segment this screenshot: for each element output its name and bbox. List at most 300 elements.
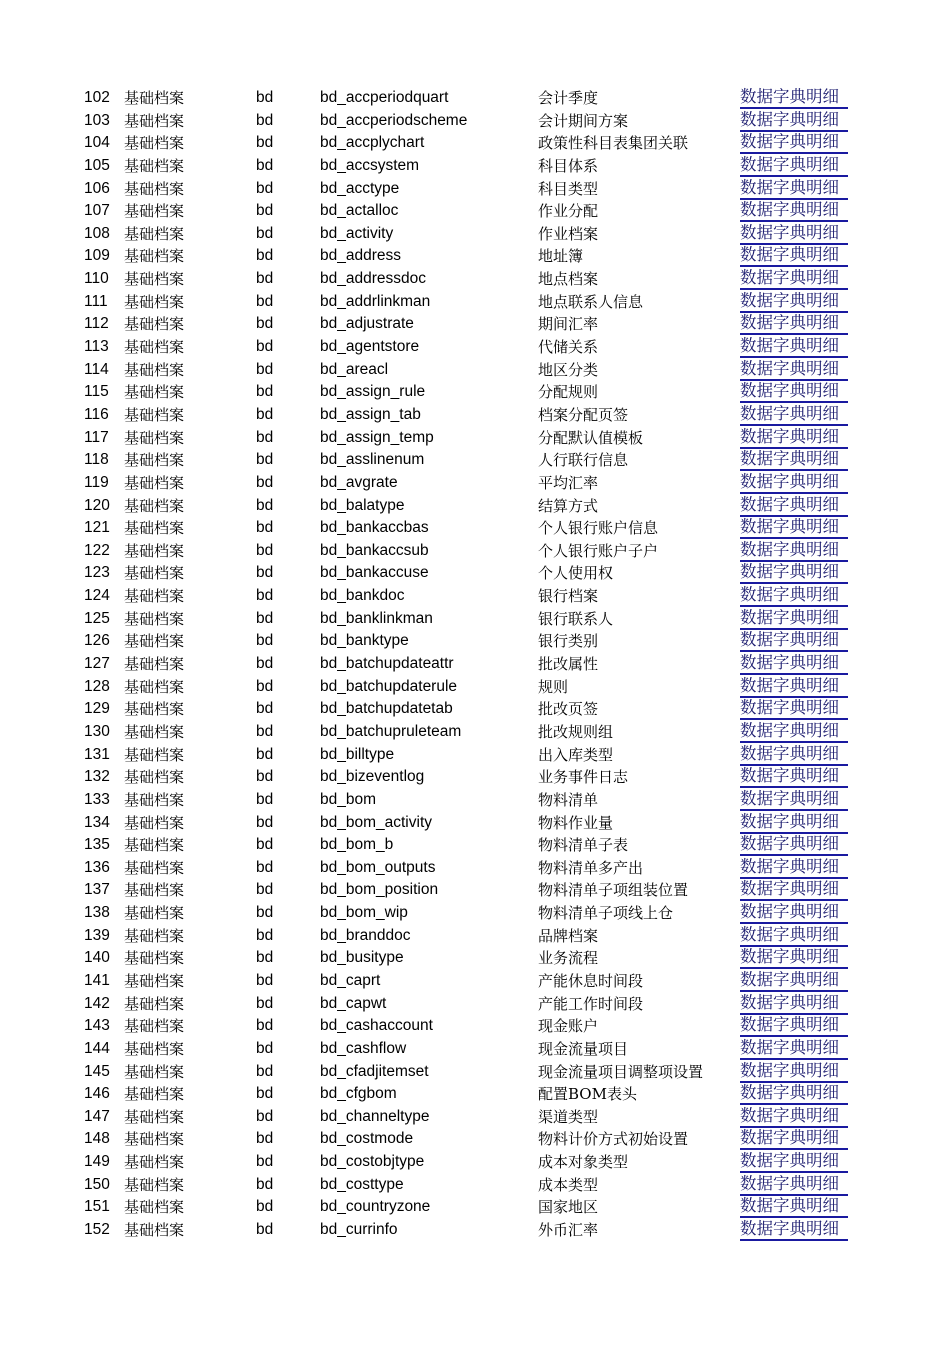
table-row bbox=[0, 1106, 950, 1129]
description-cell: 出入库类型 bbox=[538, 745, 614, 764]
category-cell: 基础档案 bbox=[124, 971, 185, 990]
description-cell: 科目类型 bbox=[538, 179, 599, 198]
table-name-cell: bd_branddoc bbox=[320, 926, 411, 944]
dictionary-detail-link[interactable]: 数据字典明细 bbox=[740, 993, 848, 1015]
table-row bbox=[0, 562, 950, 585]
dictionary-detail-link[interactable]: 数据字典明细 bbox=[740, 1106, 848, 1128]
row-number: 126 bbox=[84, 632, 110, 650]
category-cell: 基础档案 bbox=[124, 360, 185, 379]
table-name-cell: bd_bom_position bbox=[320, 881, 439, 899]
category-cell: 基础档案 bbox=[124, 1062, 185, 1081]
module-cell: bd bbox=[256, 994, 274, 1012]
table-row bbox=[0, 1015, 950, 1038]
dictionary-detail-link[interactable]: 数据字典明细 bbox=[740, 472, 848, 494]
row-number: 152 bbox=[84, 1221, 110, 1239]
module-cell: bd bbox=[256, 949, 274, 967]
dictionary-detail-link[interactable]: 数据字典明细 bbox=[740, 268, 848, 290]
description-cell: 个人银行账户信息 bbox=[538, 519, 659, 538]
category-cell: 基础档案 bbox=[124, 451, 185, 470]
category-cell: 基础档案 bbox=[124, 338, 185, 357]
category-cell: 基础档案 bbox=[124, 1039, 185, 1058]
table-row bbox=[0, 608, 950, 631]
row-number: 103 bbox=[84, 111, 110, 129]
module-cell: bd bbox=[256, 338, 274, 356]
row-number: 123 bbox=[84, 564, 110, 582]
dictionary-detail-link[interactable]: 数据字典明细 bbox=[740, 1061, 848, 1083]
row-number: 118 bbox=[84, 451, 109, 469]
table-name-cell: bd_bom_activity bbox=[320, 813, 433, 831]
description-cell: 地址簿 bbox=[538, 247, 584, 266]
table-name-cell: bd_bankaccbas bbox=[320, 519, 429, 537]
module-cell: bd bbox=[256, 881, 274, 899]
table-name-cell: bd_batchupdateattr bbox=[320, 655, 454, 673]
table-row bbox=[0, 857, 950, 880]
module-cell: bd bbox=[256, 904, 274, 922]
table-row bbox=[0, 178, 950, 201]
table-name-cell: bd_agentstore bbox=[320, 338, 420, 356]
category-cell: 基础档案 bbox=[124, 722, 185, 741]
row-number: 144 bbox=[84, 1039, 110, 1057]
description-cell: 品牌档案 bbox=[538, 926, 599, 945]
row-number: 133 bbox=[84, 790, 110, 808]
module-cell: bd bbox=[256, 428, 274, 446]
row-number: 115 bbox=[84, 383, 109, 401]
row-number: 148 bbox=[84, 1130, 110, 1148]
module-cell: bd bbox=[256, 677, 274, 695]
table-row bbox=[0, 245, 950, 268]
category-cell: 基础档案 bbox=[124, 1198, 185, 1217]
category-cell: 基础档案 bbox=[124, 813, 185, 832]
category-cell: 基础档案 bbox=[124, 1107, 185, 1126]
table-row bbox=[0, 404, 950, 427]
category-cell: 基础档案 bbox=[124, 790, 185, 809]
row-number: 125 bbox=[84, 609, 110, 627]
dictionary-detail-link[interactable]: 数据字典明细 bbox=[740, 291, 848, 313]
row-number: 137 bbox=[84, 881, 110, 899]
dictionary-detail-link[interactable]: 数据字典明细 bbox=[740, 947, 848, 969]
description-cell: 产能休息时间段 bbox=[538, 971, 644, 990]
module-cell: bd bbox=[256, 1130, 274, 1148]
dictionary-detail-link[interactable]: 数据字典明细 bbox=[740, 744, 848, 766]
description-cell: 国家地区 bbox=[538, 1198, 599, 1217]
table-name-cell: bd_batchupdaterule bbox=[320, 677, 458, 695]
dictionary-detail-link[interactable]: 数据字典明细 bbox=[740, 857, 848, 879]
dictionary-detail-link[interactable]: 数据字典明细 bbox=[740, 630, 848, 652]
table-row bbox=[0, 947, 950, 970]
row-number: 138 bbox=[84, 904, 110, 922]
module-cell: bd bbox=[256, 315, 274, 333]
description-cell: 个人使用权 bbox=[538, 564, 614, 583]
description-cell: 作业档案 bbox=[538, 224, 599, 243]
row-number: 114 bbox=[84, 360, 109, 378]
row-number: 145 bbox=[84, 1062, 110, 1080]
description-cell: 期间汇率 bbox=[538, 315, 599, 334]
dictionary-detail-link[interactable]: 数据字典明细 bbox=[740, 381, 848, 403]
row-number: 129 bbox=[84, 700, 110, 718]
category-cell: 基础档案 bbox=[124, 111, 185, 130]
table-row bbox=[0, 630, 950, 653]
module-cell: bd bbox=[256, 405, 274, 423]
table-name-cell: bd_billtype bbox=[320, 745, 395, 763]
module-cell: bd bbox=[256, 179, 274, 197]
description-cell: 渠道类型 bbox=[538, 1107, 599, 1126]
table-name-cell: bd_currinfo bbox=[320, 1221, 398, 1239]
table-row bbox=[0, 744, 950, 767]
category-cell: 基础档案 bbox=[124, 1221, 185, 1240]
table-row bbox=[0, 1061, 950, 1084]
table-name-cell: bd_cfgbom bbox=[320, 1085, 397, 1103]
table-row bbox=[0, 1196, 950, 1219]
row-number: 102 bbox=[84, 89, 110, 106]
dictionary-detail-link[interactable]: 数据字典明细 bbox=[740, 789, 848, 811]
description-cell: 档案分配页签 bbox=[538, 405, 629, 424]
dictionary-detail-link[interactable]: 数据字典明细 bbox=[740, 562, 848, 584]
row-number: 124 bbox=[84, 587, 110, 605]
dictionary-detail-link[interactable]: 数据字典明细 bbox=[740, 1174, 848, 1196]
description-cell: 银行类别 bbox=[538, 632, 599, 651]
dictionary-detail-link[interactable]: 数据字典明细 bbox=[740, 608, 848, 630]
row-number: 127 bbox=[84, 655, 110, 673]
dictionary-detail-link[interactable]: 数据字典明细 bbox=[740, 87, 848, 109]
module-cell: bd bbox=[256, 202, 274, 220]
table-name-cell: bd_actalloc bbox=[320, 202, 399, 220]
table-row bbox=[0, 925, 950, 948]
module-cell: bd bbox=[256, 134, 274, 152]
category-cell: 基础档案 bbox=[124, 1175, 185, 1194]
dictionary-detail-link[interactable]: 数据字典明细 bbox=[740, 834, 848, 856]
category-cell: 基础档案 bbox=[124, 179, 185, 198]
table-row bbox=[0, 766, 950, 789]
row-number: 134 bbox=[84, 813, 110, 831]
module-cell: bd bbox=[256, 1107, 274, 1125]
row-number: 128 bbox=[84, 677, 110, 695]
dictionary-detail-link[interactable]: 数据字典明细 bbox=[740, 132, 848, 154]
table-row bbox=[0, 268, 950, 291]
table-name-cell: bd_caprt bbox=[320, 971, 381, 989]
row-number: 109 bbox=[84, 247, 110, 265]
table-name-cell: bd_costmode bbox=[320, 1130, 414, 1148]
category-cell: 基础档案 bbox=[124, 1153, 185, 1172]
description-cell: 产能工作时间段 bbox=[538, 994, 644, 1013]
category-cell: 基础档案 bbox=[124, 315, 185, 334]
dictionary-detail-link[interactable]: 数据字典明细 bbox=[740, 766, 848, 788]
description-cell: 人行联行信息 bbox=[538, 451, 629, 470]
module-cell: bd bbox=[256, 813, 274, 831]
row-number: 142 bbox=[84, 994, 110, 1012]
description-cell: 科目体系 bbox=[538, 156, 599, 175]
dictionary-detail-link[interactable]: 数据字典明细 bbox=[740, 902, 848, 924]
dictionary-detail-link[interactable]: 数据字典明细 bbox=[740, 653, 848, 675]
description-cell: 政策性科目表集团关联 bbox=[538, 134, 689, 153]
table-name-cell: bd_capwt bbox=[320, 994, 387, 1012]
category-cell: 基础档案 bbox=[124, 1130, 185, 1149]
module-cell: bd bbox=[256, 383, 274, 401]
table-row bbox=[0, 676, 950, 699]
row-number: 136 bbox=[84, 858, 110, 876]
table-name-cell: bd_costtype bbox=[320, 1175, 404, 1193]
table-row bbox=[0, 970, 950, 993]
dictionary-detail-link[interactable]: 数据字典明细 bbox=[740, 1151, 848, 1173]
table-row bbox=[0, 381, 950, 404]
description-cell: 批改规则组 bbox=[538, 722, 614, 741]
description-cell: 个人银行账户子户 bbox=[538, 541, 659, 560]
module-cell: bd bbox=[256, 156, 274, 174]
table-row bbox=[0, 223, 950, 246]
row-number: 111 bbox=[84, 292, 108, 310]
category-cell: 基础档案 bbox=[124, 224, 185, 243]
row-number: 131 bbox=[84, 745, 110, 763]
module-cell: bd bbox=[256, 587, 274, 605]
table-row bbox=[0, 993, 950, 1016]
category-cell: 基础档案 bbox=[124, 519, 185, 538]
description-cell: 物料计价方式初始设置 bbox=[538, 1130, 689, 1149]
description-cell: 作业分配 bbox=[538, 202, 599, 221]
module-cell: bd bbox=[256, 111, 274, 129]
module-cell: bd bbox=[256, 790, 274, 808]
data-dictionary-table bbox=[0, 87, 950, 1242]
table-row bbox=[0, 359, 950, 382]
row-number: 107 bbox=[84, 202, 110, 220]
description-cell: 现金账户 bbox=[538, 1017, 599, 1036]
table-name-cell: bd_bom_outputs bbox=[320, 858, 436, 876]
dictionary-detail-link[interactable]: 数据字典明细 bbox=[740, 676, 848, 698]
description-cell: 物料清单子表 bbox=[538, 836, 629, 855]
row-number: 104 bbox=[84, 134, 110, 152]
category-cell: 基础档案 bbox=[124, 994, 185, 1013]
module-cell: bd bbox=[256, 564, 274, 582]
row-number: 117 bbox=[84, 428, 109, 446]
row-number: 108 bbox=[84, 224, 110, 242]
table-row bbox=[0, 87, 950, 110]
row-number: 132 bbox=[84, 768, 110, 786]
table-name-cell: bd_bizeventlog bbox=[320, 768, 425, 786]
module-cell: bd bbox=[256, 926, 274, 944]
table-name-cell: bd_address bbox=[320, 247, 402, 265]
dictionary-detail-link[interactable]: 数据字典明细 bbox=[740, 313, 848, 335]
row-number: 150 bbox=[84, 1175, 110, 1193]
module-cell: bd bbox=[256, 1062, 274, 1080]
description-cell: 地点档案 bbox=[538, 270, 599, 289]
dictionary-detail-link[interactable]: 数据字典明细 bbox=[740, 1038, 848, 1060]
dictionary-detail-link[interactable]: 数据字典明细 bbox=[740, 1196, 848, 1218]
row-number: 141 bbox=[84, 971, 110, 989]
table-name-cell: bd_bankdoc bbox=[320, 587, 405, 605]
table-name-cell: bd_bom_b bbox=[320, 836, 394, 854]
description-cell: 分配默认值模板 bbox=[538, 428, 644, 447]
table-name-cell: bd_avgrate bbox=[320, 473, 398, 491]
category-cell: 基础档案 bbox=[124, 89, 185, 107]
table-name-cell: bd_assign_temp bbox=[320, 428, 434, 446]
module-cell: bd bbox=[256, 89, 274, 106]
dictionary-detail-link[interactable]: 数据字典明细 bbox=[740, 155, 848, 177]
table-row bbox=[0, 427, 950, 450]
description-cell: 物料清单多产出 bbox=[538, 858, 644, 877]
table-name-cell: bd_cashflow bbox=[320, 1039, 407, 1057]
table-name-cell: bd_addressdoc bbox=[320, 270, 426, 288]
table-name-cell: bd_areacl bbox=[320, 360, 389, 378]
category-cell: 基础档案 bbox=[124, 1085, 185, 1104]
table-name-cell: bd_channeltype bbox=[320, 1107, 430, 1125]
dictionary-detail-link[interactable]: 数据字典明细 bbox=[740, 200, 848, 222]
dictionary-detail-link[interactable]: 数据字典明细 bbox=[740, 449, 848, 471]
description-cell: 现金流量项目 bbox=[538, 1039, 629, 1058]
module-cell: bd bbox=[256, 1221, 274, 1239]
category-cell: 基础档案 bbox=[124, 134, 185, 153]
table-row bbox=[0, 879, 950, 902]
category-cell: 基础档案 bbox=[124, 541, 185, 560]
module-cell: bd bbox=[256, 1198, 274, 1216]
table-name-cell: bd_batchupruleteam bbox=[320, 722, 462, 740]
module-cell: bd bbox=[256, 1085, 274, 1103]
dictionary-detail-link[interactable]: 数据字典明细 bbox=[740, 517, 848, 539]
dictionary-detail-link[interactable]: 数据字典明细 bbox=[740, 359, 848, 381]
row-number: 119 bbox=[84, 473, 109, 491]
dictionary-detail-link[interactable]: 数据字典明细 bbox=[740, 970, 848, 992]
category-cell: 基础档案 bbox=[124, 156, 185, 175]
table-row bbox=[0, 1128, 950, 1151]
module-cell: bd bbox=[256, 700, 274, 718]
description-cell: 业务流程 bbox=[538, 949, 599, 968]
row-number: 106 bbox=[84, 179, 110, 197]
description-cell: 规则 bbox=[538, 677, 569, 696]
module-cell: bd bbox=[256, 722, 274, 740]
category-cell: 基础档案 bbox=[124, 270, 185, 289]
table-name-cell: bd_countryzone bbox=[320, 1198, 431, 1216]
table-row bbox=[0, 1083, 950, 1106]
dictionary-detail-link[interactable]: 数据字典明细 bbox=[740, 336, 848, 358]
row-number: 151 bbox=[84, 1198, 110, 1216]
category-cell: 基础档案 bbox=[124, 587, 185, 606]
description-cell: 地点联系人信息 bbox=[538, 292, 644, 311]
category-cell: 基础档案 bbox=[124, 473, 185, 492]
table-row bbox=[0, 449, 950, 472]
category-cell: 基础档案 bbox=[124, 428, 185, 447]
dictionary-detail-link[interactable]: 数据字典明细 bbox=[740, 721, 848, 743]
module-cell: bd bbox=[256, 541, 274, 559]
dictionary-detail-link[interactable]: 数据字典明细 bbox=[740, 495, 848, 517]
dictionary-detail-link[interactable]: 数据字典明细 bbox=[740, 1015, 848, 1037]
table-name-cell: bd_banktype bbox=[320, 632, 409, 650]
module-cell: bd bbox=[256, 745, 274, 763]
table-row bbox=[0, 1174, 950, 1197]
table-row bbox=[0, 1038, 950, 1061]
table-name-cell: bd_bom_wip bbox=[320, 904, 408, 922]
dictionary-detail-link[interactable]: 数据字典明细 bbox=[740, 879, 848, 901]
dictionary-detail-link[interactable]: 数据字典明细 bbox=[740, 925, 848, 947]
description-cell: 物料清单 bbox=[538, 790, 599, 809]
category-cell: 基础档案 bbox=[124, 655, 185, 674]
table-row bbox=[0, 313, 950, 336]
description-cell: 物料作业量 bbox=[538, 813, 614, 832]
table-name-cell: bd_bom bbox=[320, 790, 377, 808]
table-row bbox=[0, 698, 950, 721]
module-cell: bd bbox=[256, 224, 274, 242]
description-cell: 物料清单子项组装位置 bbox=[538, 881, 689, 900]
table-row bbox=[0, 155, 950, 178]
dictionary-detail-link[interactable]: 数据字典明细 bbox=[740, 1219, 848, 1241]
module-cell: bd bbox=[256, 1017, 274, 1035]
table-name-cell: bd_accperiodscheme bbox=[320, 111, 468, 129]
row-number: 112 bbox=[84, 315, 109, 333]
table-row bbox=[0, 1151, 950, 1174]
table-row bbox=[0, 472, 950, 495]
table-row bbox=[0, 495, 950, 518]
module-cell: bd bbox=[256, 655, 274, 673]
table-row bbox=[0, 789, 950, 812]
description-cell: 配置BOM表头 bbox=[538, 1085, 637, 1104]
module-cell: bd bbox=[256, 1039, 274, 1057]
dictionary-detail-link[interactable]: 数据字典明细 bbox=[740, 540, 848, 562]
row-number: 149 bbox=[84, 1153, 110, 1171]
dictionary-detail-link[interactable]: 数据字典明细 bbox=[740, 812, 848, 834]
module-cell: bd bbox=[256, 971, 274, 989]
table-name-cell: bd_cfadjitemset bbox=[320, 1062, 429, 1080]
row-number: 139 bbox=[84, 926, 110, 944]
category-cell: 基础档案 bbox=[124, 202, 185, 221]
dictionary-detail-link[interactable]: 数据字典明细 bbox=[740, 223, 848, 245]
row-number: 113 bbox=[84, 338, 109, 356]
category-cell: 基础档案 bbox=[124, 745, 185, 764]
description-cell: 会计期间方案 bbox=[538, 111, 629, 130]
module-cell: bd bbox=[256, 473, 274, 491]
table-name-cell: bd_addrlinkman bbox=[320, 292, 431, 310]
module-cell: bd bbox=[256, 360, 274, 378]
dictionary-detail-link[interactable]: 数据字典明细 bbox=[740, 1083, 848, 1105]
module-cell: bd bbox=[256, 768, 274, 786]
description-cell: 银行档案 bbox=[538, 587, 599, 606]
dictionary-detail-link[interactable]: 数据字典明细 bbox=[740, 245, 848, 267]
dictionary-detail-link[interactable]: 数据字典明细 bbox=[740, 404, 848, 426]
dictionary-detail-link[interactable]: 数据字典明细 bbox=[740, 178, 848, 200]
dictionary-detail-link[interactable]: 数据字典明细 bbox=[740, 698, 848, 720]
row-number: 130 bbox=[84, 722, 110, 740]
description-cell: 批改页签 bbox=[538, 700, 599, 719]
table-name-cell: bd_acctype bbox=[320, 179, 400, 197]
description-cell: 会计季度 bbox=[538, 89, 599, 107]
row-number: 135 bbox=[84, 836, 110, 854]
module-cell: bd bbox=[256, 451, 274, 469]
row-number: 116 bbox=[84, 405, 109, 423]
category-cell: 基础档案 bbox=[124, 496, 185, 515]
dictionary-detail-link[interactable]: 数据字典明细 bbox=[740, 110, 848, 132]
table-name-cell: bd_banklinkman bbox=[320, 609, 433, 627]
module-cell: bd bbox=[256, 632, 274, 650]
description-cell: 现金流量项目调整项设置 bbox=[538, 1062, 704, 1081]
table-name-cell: bd_accsystem bbox=[320, 156, 420, 174]
module-cell: bd bbox=[256, 1153, 274, 1171]
table-name-cell: bd_assign_rule bbox=[320, 383, 426, 401]
table-name-cell: bd_asslinenum bbox=[320, 451, 425, 469]
row-number: 143 bbox=[84, 1017, 110, 1035]
row-number: 122 bbox=[84, 541, 110, 559]
table-row bbox=[0, 653, 950, 676]
module-cell: bd bbox=[256, 519, 274, 537]
table-row bbox=[0, 834, 950, 857]
table-name-cell: bd_busitype bbox=[320, 949, 404, 967]
description-cell: 批改属性 bbox=[538, 655, 599, 674]
table-row bbox=[0, 812, 950, 835]
description-cell: 业务事件日志 bbox=[538, 768, 629, 787]
table-row bbox=[0, 200, 950, 223]
dictionary-detail-link[interactable]: 数据字典明细 bbox=[740, 1128, 848, 1150]
category-cell: 基础档案 bbox=[124, 700, 185, 719]
description-cell: 代储关系 bbox=[538, 338, 599, 357]
dictionary-detail-link[interactable]: 数据字典明细 bbox=[740, 585, 848, 607]
category-cell: 基础档案 bbox=[124, 383, 185, 402]
description-cell: 分配规则 bbox=[538, 383, 599, 402]
dictionary-detail-link[interactable]: 数据字典明细 bbox=[740, 427, 848, 449]
module-cell: bd bbox=[256, 270, 274, 288]
